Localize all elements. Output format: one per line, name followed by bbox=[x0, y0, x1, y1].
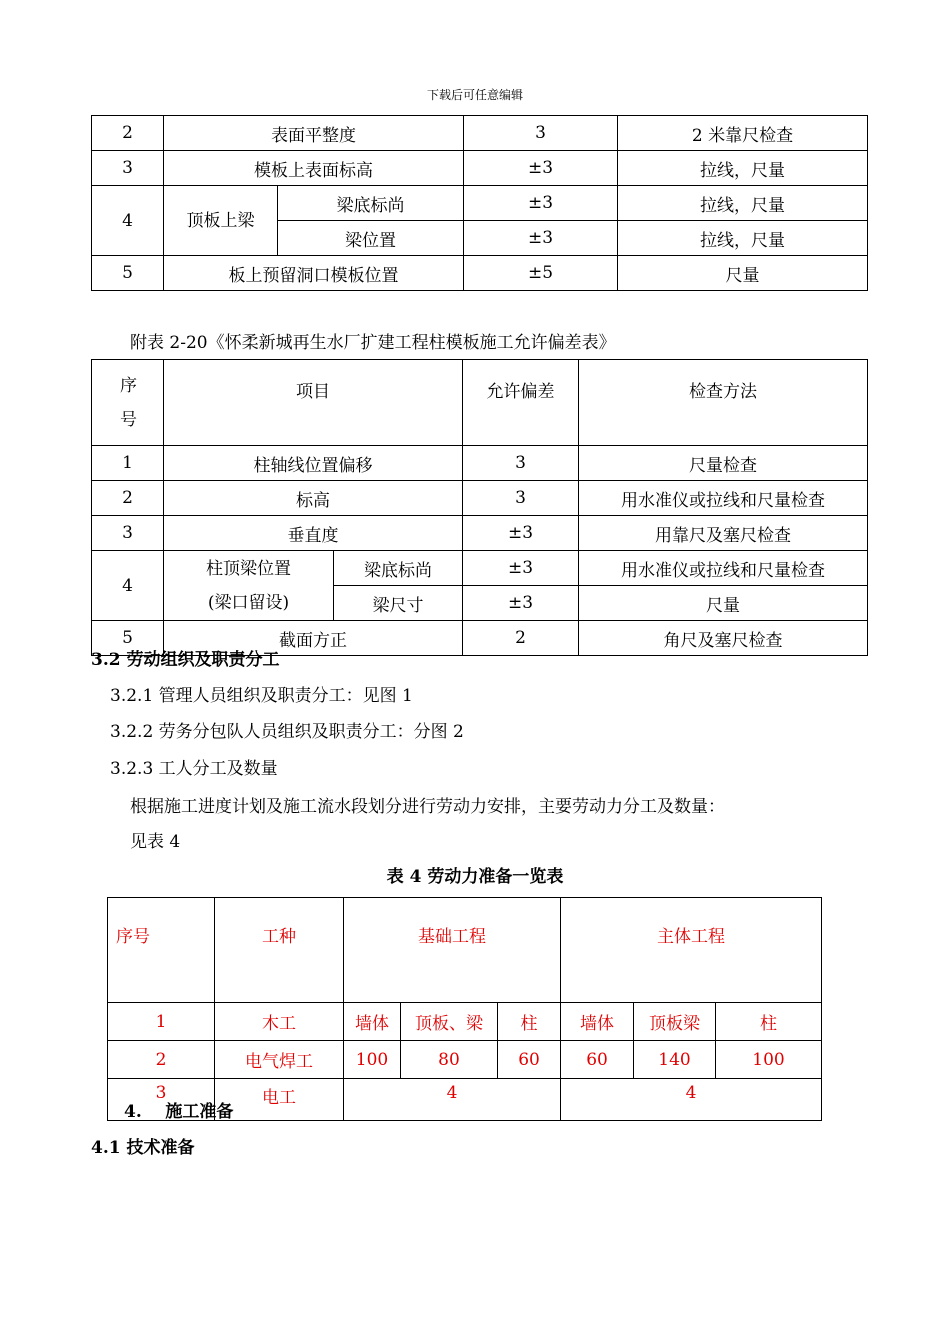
table-header-row bbox=[108, 898, 822, 1003]
item-cell: 板上预留洞口模板位置 bbox=[164, 256, 464, 291]
row-number: 5 bbox=[92, 256, 164, 291]
table-row bbox=[92, 481, 868, 516]
header-item: 项目 bbox=[164, 360, 463, 446]
row-number: 2 bbox=[92, 116, 164, 151]
item-cell: 表面平整度 bbox=[164, 116, 464, 151]
item-cell: 标高 bbox=[164, 481, 463, 516]
table-row bbox=[92, 116, 868, 151]
tolerance-cell: ±3 bbox=[464, 151, 618, 186]
item-cell: 垂直度 bbox=[164, 516, 463, 551]
tolerance-cell: ±3 bbox=[463, 516, 579, 551]
tolerance-cell: 3 bbox=[463, 481, 579, 516]
tolerance-cell: 3 bbox=[463, 446, 579, 481]
item-cell: 柱轴线位置偏移 bbox=[164, 446, 463, 481]
paragraph-3-2-1: 3.2.1 管理人员组织及职责分工：见图 1 bbox=[110, 686, 413, 706]
sub-item-cell: 梁尺寸 bbox=[334, 586, 463, 621]
method-cell: 用水准仪或拉线和尺量检查 bbox=[579, 481, 868, 516]
sub-header-slab-beam: 顶板梁 bbox=[634, 1003, 716, 1041]
row-number: 5 bbox=[92, 621, 164, 656]
header-no: 序号 bbox=[108, 898, 215, 1003]
row-number: 3 bbox=[108, 1079, 215, 1121]
table-row bbox=[92, 516, 868, 551]
tolerance-cell: ±3 bbox=[463, 586, 579, 621]
table-row bbox=[92, 551, 868, 586]
sub-header-wall: 墙体 bbox=[561, 1003, 634, 1041]
value-cell: 4 bbox=[344, 1079, 561, 1121]
value-cell: 100 bbox=[716, 1041, 822, 1079]
section-heading-4: 4. 施工准备 bbox=[124, 1102, 234, 1122]
value-cell: 4 bbox=[561, 1079, 822, 1121]
section-heading-3-2: 3.2 劳动组织及职责分工 bbox=[91, 650, 280, 670]
item-cell: 截面方正 bbox=[164, 621, 463, 656]
method-cell: 2 米靠尺检查 bbox=[618, 116, 868, 151]
group-label-line2: (梁口留设) bbox=[207, 592, 290, 613]
body-paragraph-cont: 见表 4 bbox=[130, 832, 181, 852]
row-number: 3 bbox=[92, 516, 164, 551]
method-cell: 拉线，尺量 bbox=[618, 221, 868, 256]
method-cell: 角尺及塞尺检查 bbox=[579, 621, 868, 656]
sub-item-cell: 梁底标尚 bbox=[334, 551, 463, 586]
formwork-tolerance-table-continued bbox=[91, 115, 868, 291]
paragraph-3-2-3: 3.2.3 工人分工及数量 bbox=[110, 759, 278, 779]
paragraph-3-2-2: 3.2.2 劳务分包队人员组织及职责分工：分图 2 bbox=[110, 722, 464, 742]
table-caption: 附表 2-20《怀柔新城再生水厂扩建工程柱模板施工允许偏差表》 bbox=[130, 333, 616, 353]
sub-header-wall: 墙体 bbox=[344, 1003, 401, 1041]
value-cell: 140 bbox=[634, 1041, 716, 1079]
row-number: 4 bbox=[92, 186, 164, 256]
method-cell: 拉线，尺量 bbox=[618, 151, 868, 186]
header-method: 检查方法 bbox=[579, 360, 868, 446]
table-row bbox=[92, 256, 868, 291]
row-number: 2 bbox=[108, 1041, 215, 1079]
header-no: 序号 bbox=[92, 360, 164, 446]
tolerance-cell: ±3 bbox=[463, 551, 579, 586]
value-cell: 100 bbox=[344, 1041, 401, 1079]
tolerance-cell: 3 bbox=[464, 116, 618, 151]
sub-header-column: 柱 bbox=[716, 1003, 822, 1041]
table-row bbox=[108, 1003, 822, 1041]
group-cell: 顶板上梁 bbox=[164, 186, 278, 256]
row-number: 1 bbox=[92, 446, 164, 481]
row-number: 1 bbox=[108, 1003, 215, 1041]
header-note: 下载后可任意编辑 bbox=[426, 88, 523, 102]
table-header-row bbox=[92, 360, 868, 446]
sub-header-column: 柱 bbox=[498, 1003, 561, 1041]
tolerance-cell: ±3 bbox=[464, 186, 618, 221]
method-cell: 用靠尺及塞尺检查 bbox=[579, 516, 868, 551]
trade-cell: 电工 bbox=[215, 1079, 344, 1121]
table-row bbox=[108, 1041, 822, 1079]
tolerance-cell: ±5 bbox=[464, 256, 618, 291]
trade-cell: 电气焊工 bbox=[215, 1041, 344, 1079]
header-tolerance: 允许偏差 bbox=[463, 360, 579, 446]
method-cell: 尺量检查 bbox=[579, 446, 868, 481]
column-formwork-tolerance-table bbox=[91, 359, 868, 656]
value-cell: 60 bbox=[498, 1041, 561, 1079]
table-row bbox=[92, 446, 868, 481]
table-row bbox=[92, 186, 868, 221]
table-title: 表 4 劳动力准备一览表 bbox=[386, 867, 564, 887]
row-number: 2 bbox=[92, 481, 164, 516]
sub-item-cell: 梁位置 bbox=[278, 221, 464, 256]
tolerance-cell: ±3 bbox=[464, 221, 618, 256]
row-number: 4 bbox=[92, 551, 164, 621]
tolerance-cell: 2 bbox=[463, 621, 579, 656]
section-heading-4-1: 4.1 技术准备 bbox=[91, 1138, 195, 1158]
body-paragraph: 根据施工进度计划及施工流水段划分进行劳动力安排，主要劳动力分工及数量： bbox=[130, 797, 725, 817]
sub-item-cell: 梁底标尚 bbox=[278, 186, 464, 221]
header-main-structure: 主体工程 bbox=[561, 898, 822, 1003]
method-cell: 尺量 bbox=[618, 256, 868, 291]
item-cell: 模板上表面标高 bbox=[164, 151, 464, 186]
method-cell: 用水准仪或拉线和尺量检查 bbox=[579, 551, 868, 586]
method-cell: 尺量 bbox=[579, 586, 868, 621]
method-cell: 拉线，尺量 bbox=[618, 186, 868, 221]
value-cell: 80 bbox=[401, 1041, 498, 1079]
table-row bbox=[92, 151, 868, 186]
header-foundation: 基础工程 bbox=[344, 898, 561, 1003]
sub-header-slab-beam: 顶板、梁 bbox=[401, 1003, 498, 1041]
row-number: 3 bbox=[92, 151, 164, 186]
group-cell bbox=[164, 551, 334, 621]
header-trade: 工种 bbox=[215, 898, 344, 1003]
trade-cell: 木工 bbox=[215, 1003, 344, 1041]
labor-table bbox=[107, 897, 822, 1121]
value-cell: 60 bbox=[561, 1041, 634, 1079]
group-label-line1: 柱顶梁位置 bbox=[206, 558, 291, 579]
